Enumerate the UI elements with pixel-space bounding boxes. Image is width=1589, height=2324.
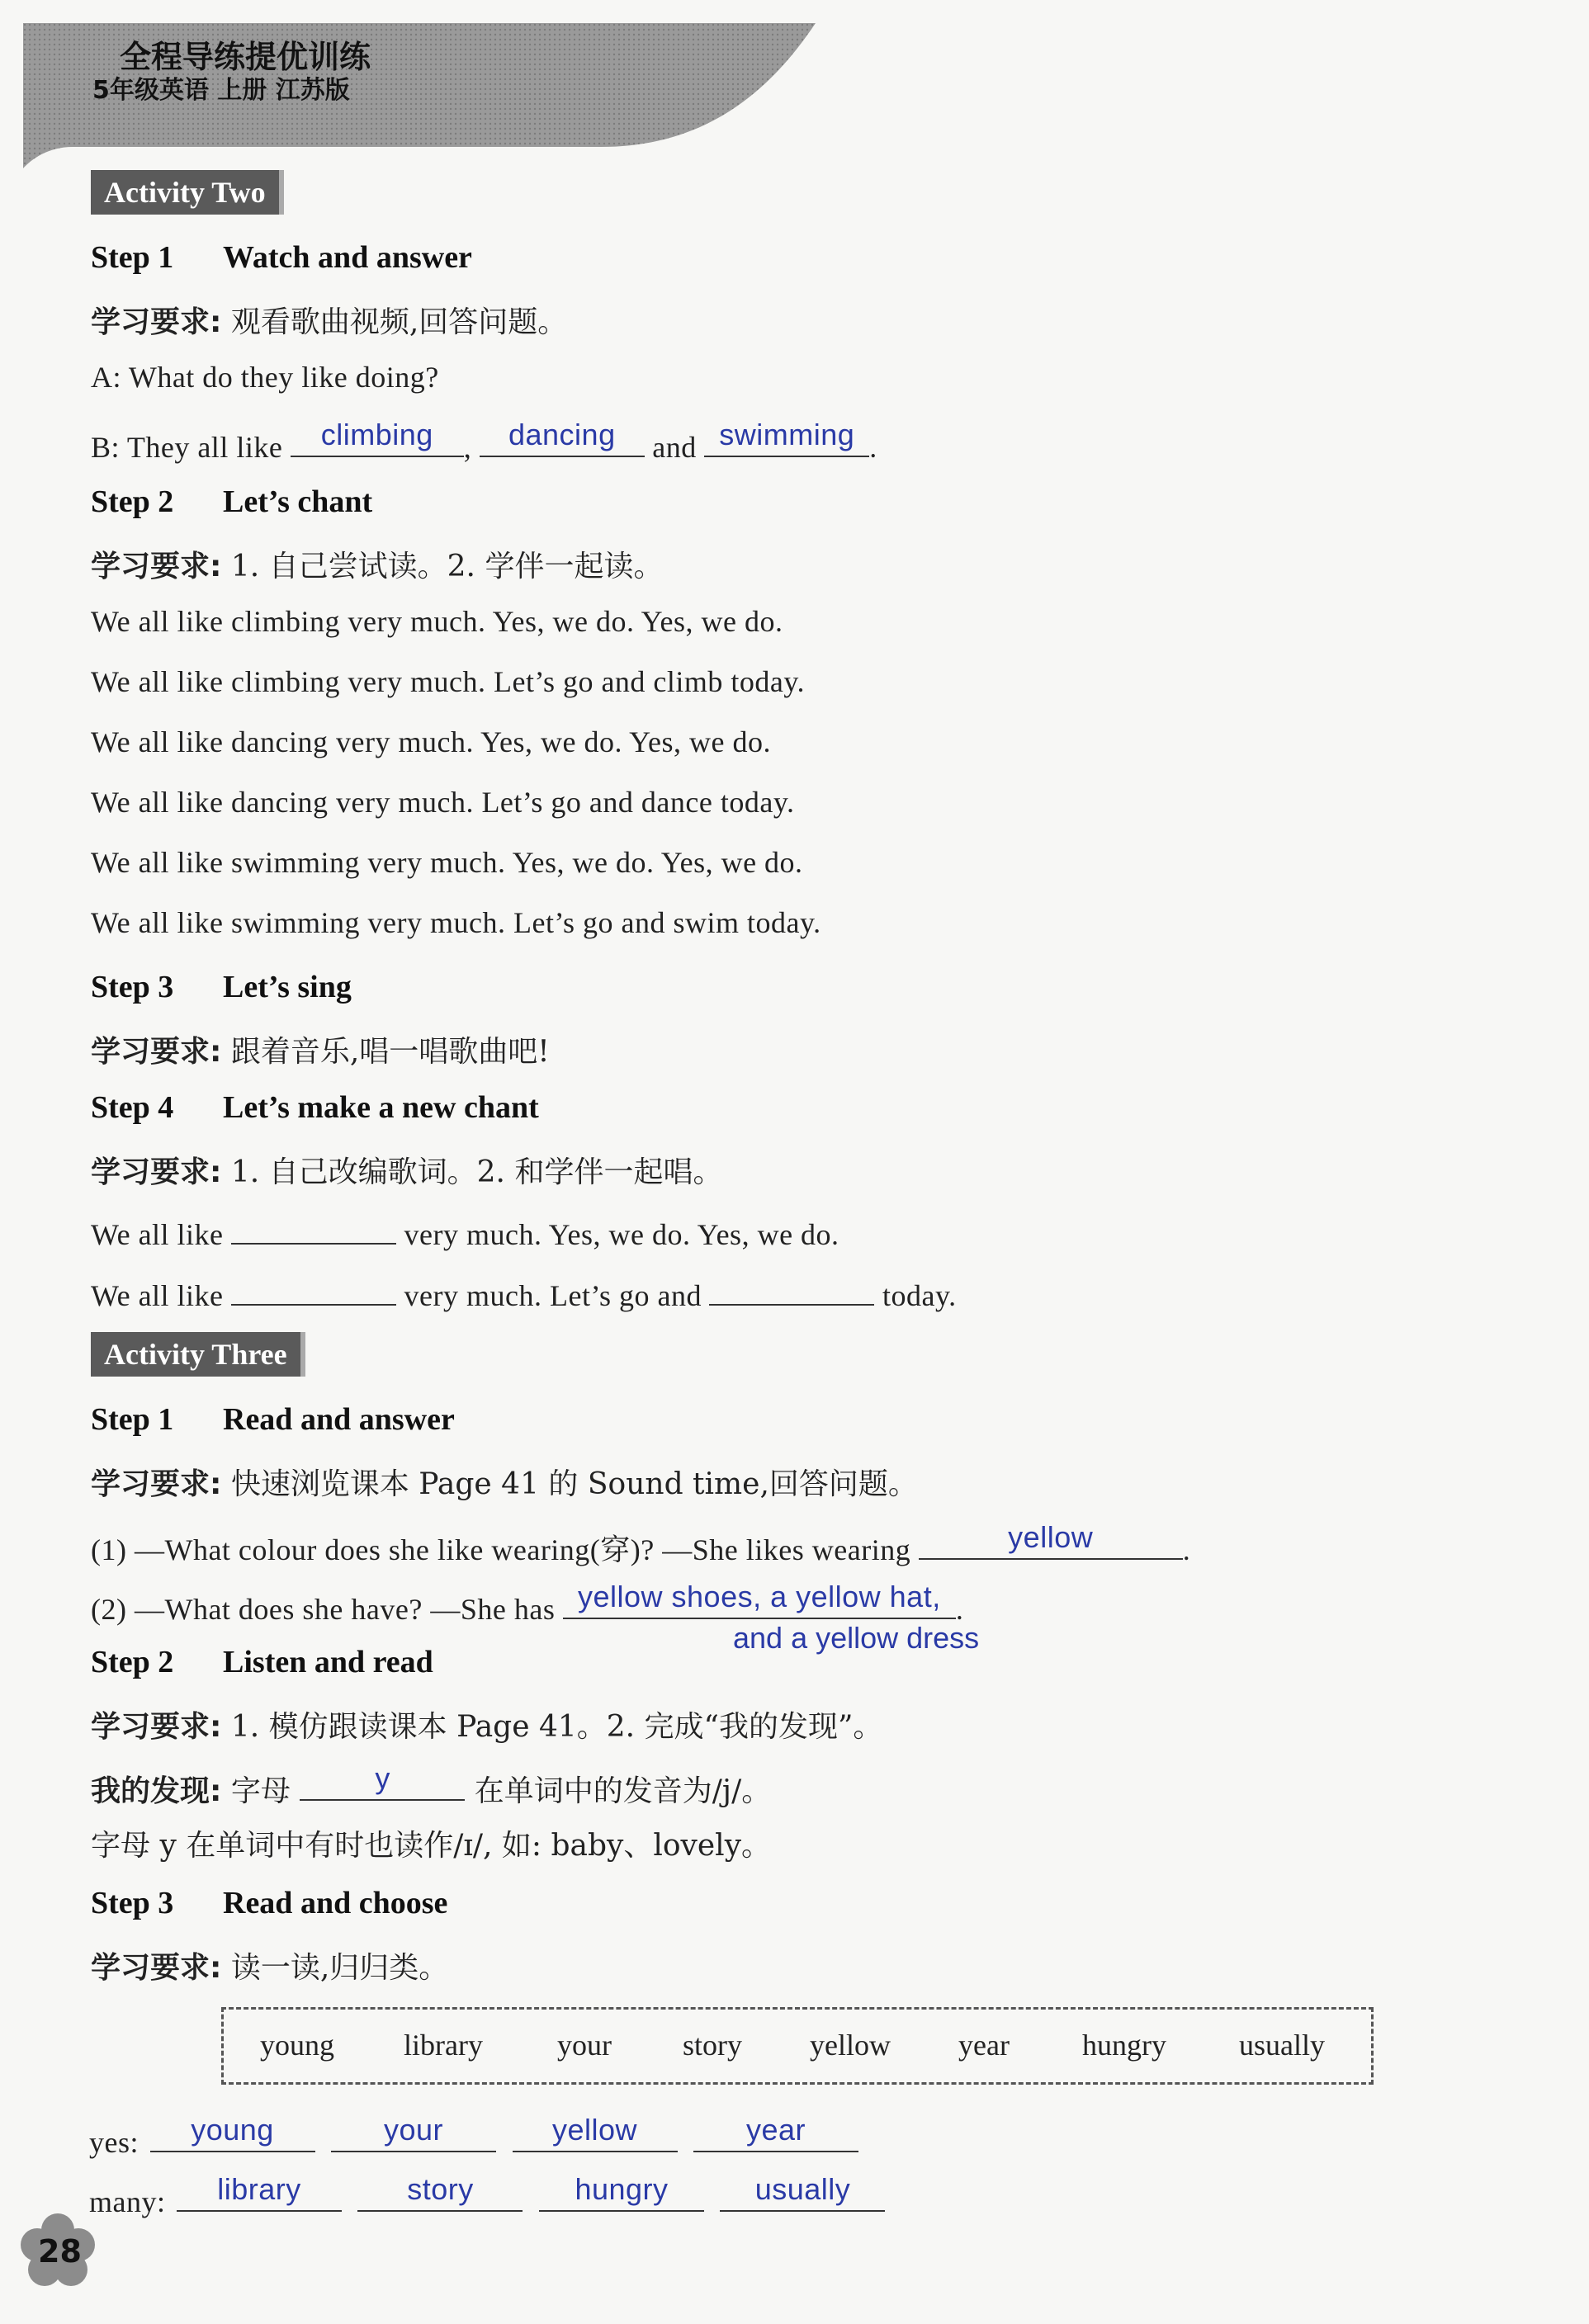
req-label: 学习要求: bbox=[91, 305, 222, 339]
a3-step3-requirement bbox=[91, 1944, 448, 1986]
a2-step3-heading bbox=[91, 969, 352, 1005]
line-text: We all like bbox=[91, 1279, 224, 1312]
step-title: Let’s sing bbox=[223, 970, 352, 1004]
chant-line: We all like dancing very much. Yes, we do. Yes, we do. bbox=[91, 725, 771, 758]
req-label: 学习要求: bbox=[91, 1467, 222, 1501]
req-text: 1. 自己尝试读。2. 学伴一起读。 bbox=[230, 550, 664, 583]
many-blank[interactable] bbox=[720, 2174, 885, 2212]
step-title: Listen and read bbox=[223, 1645, 433, 1679]
period: . bbox=[869, 431, 877, 464]
chant-line: We all like swimming very much. Let’s go and swim today. bbox=[91, 906, 821, 939]
finding-note: 字母 y 在单词中有时也读作/ɪ/, 如: baby、lovely。 bbox=[91, 1829, 772, 1863]
answer-letter: y bbox=[375, 1761, 390, 1795]
chant-line: We all like climbing very much. Yes, we do. Yes, we do. bbox=[91, 605, 783, 638]
line-text: very much. Yes, we do. Yes, we do. bbox=[404, 1218, 839, 1251]
req-label: 学习要求: bbox=[91, 1710, 222, 1744]
a3-step2-requirement bbox=[91, 1703, 882, 1745]
step-title: Read and answer bbox=[223, 1402, 455, 1437]
many-answer: usually bbox=[754, 2172, 851, 2206]
page-number: 28 bbox=[38, 2233, 82, 2270]
many-row bbox=[89, 2174, 885, 2219]
a2-step2-requirement bbox=[91, 543, 663, 585]
line-text: today. bbox=[882, 1279, 957, 1312]
a3-step2-heading bbox=[91, 1644, 433, 1680]
answer-3: swimming bbox=[719, 418, 855, 451]
answer-2: dancing bbox=[508, 418, 616, 451]
answer-q2-line2: and a yellow dress bbox=[733, 1621, 980, 1655]
req-text: 跟着音乐,唱一唱歌曲吧! bbox=[230, 1035, 550, 1069]
finding-text: 字母 bbox=[230, 1774, 291, 1808]
blank-letter[interactable] bbox=[300, 1763, 465, 1801]
chant-line: We all like climbing very much. Let’s go and climb today. bbox=[91, 665, 806, 698]
a3-step1-heading bbox=[91, 1401, 455, 1438]
line-text: We all like bbox=[91, 1218, 224, 1251]
req-label: 学习要求: bbox=[91, 550, 222, 583]
row-label: yes: bbox=[89, 2126, 139, 2159]
blank-activity-2[interactable] bbox=[231, 1271, 396, 1306]
step-number: Step 2 bbox=[91, 484, 174, 519]
answer-prefix: B: They all like bbox=[91, 431, 283, 464]
finding-label: 我的发现: bbox=[91, 1774, 222, 1808]
req-text: 读一读,归归类。 bbox=[230, 1951, 449, 1985]
blank-verb[interactable] bbox=[709, 1271, 874, 1306]
blank-q2[interactable] bbox=[563, 1581, 956, 1619]
chant-line: We all like swimming very much. Yes, we do. Yes, we do. bbox=[91, 846, 803, 879]
new-chant-line-1 bbox=[91, 1210, 839, 1252]
question-text: (1) —What colour does she like wearing(穿)? —She likes wearing bbox=[91, 1533, 911, 1566]
a2-step4-heading bbox=[91, 1089, 539, 1126]
period: . bbox=[1182, 1533, 1191, 1566]
row-label: many: bbox=[89, 2185, 166, 2218]
answer-q1: yellow bbox=[1008, 1520, 1094, 1554]
req-text: 快速浏览课本 Page 41 的 Sound time,回答问题。 bbox=[230, 1467, 918, 1501]
a2-step1-question: A: What do they like doing? bbox=[91, 361, 439, 394]
step-number: Step 1 bbox=[91, 240, 174, 275]
req-label: 学习要求: bbox=[91, 1035, 222, 1069]
word-item: story bbox=[683, 2029, 742, 2062]
word-box bbox=[221, 2007, 1374, 2085]
a2-step2-heading bbox=[91, 484, 372, 520]
blank-3[interactable] bbox=[704, 419, 869, 457]
step-number: Step 4 bbox=[91, 1090, 174, 1125]
step-number: Step 1 bbox=[91, 1402, 174, 1437]
req-text: 观看歌曲视频,回答问题。 bbox=[230, 305, 568, 339]
a2-step1-answer-line bbox=[91, 419, 877, 465]
yes-answer: young bbox=[191, 2113, 274, 2147]
yes-blank[interactable] bbox=[331, 2114, 496, 2152]
word-item: hungry bbox=[1082, 2029, 1166, 2062]
yes-blank[interactable] bbox=[693, 2114, 858, 2152]
many-answer: story bbox=[407, 2172, 474, 2206]
req-text: 1. 自己改编歌词。2. 和学伴一起唱。 bbox=[230, 1155, 723, 1189]
word-item: usually bbox=[1239, 2029, 1325, 2062]
req-label: 学习要求: bbox=[91, 1155, 222, 1189]
many-answer: hungry bbox=[575, 2172, 669, 2206]
req-label: 学习要求: bbox=[91, 1951, 222, 1985]
many-answer: library bbox=[217, 2172, 301, 2206]
my-finding bbox=[91, 1763, 771, 1810]
blank-1[interactable] bbox=[291, 419, 464, 457]
many-blank[interactable] bbox=[177, 2174, 342, 2212]
blank-activity-1[interactable] bbox=[231, 1210, 396, 1245]
word-item: year bbox=[958, 2029, 1010, 2062]
yes-blank[interactable] bbox=[150, 2114, 315, 2152]
many-blank[interactable] bbox=[357, 2174, 523, 2212]
step-title: Read and choose bbox=[223, 1886, 448, 1920]
book-title: 全程导练提优训练 bbox=[120, 39, 371, 75]
a3-q2 bbox=[91, 1581, 963, 1627]
word-item: young bbox=[260, 2029, 334, 2062]
a3-step1-requirement bbox=[91, 1461, 918, 1503]
comma: , bbox=[463, 431, 472, 464]
a2-step4-requirement bbox=[91, 1149, 722, 1191]
finding-text: 在单词中的发音为/j/。 bbox=[474, 1774, 772, 1808]
chant-line: We all like dancing very much. Let’s go and dance today. bbox=[91, 786, 795, 819]
a3-q1 bbox=[91, 1522, 1190, 1569]
yes-answer: year bbox=[745, 2113, 806, 2147]
answer-q2-line1: yellow shoes, a yellow hat, bbox=[577, 1580, 941, 1613]
step-number: Step 2 bbox=[91, 1645, 174, 1679]
new-chant-line-2 bbox=[91, 1271, 957, 1313]
a3-step3-heading bbox=[91, 1885, 447, 1921]
yes-answer: yellow bbox=[551, 2113, 638, 2147]
a2-step1-heading bbox=[91, 239, 472, 276]
step-number: Step 3 bbox=[91, 970, 174, 1004]
activity-three-tag: Activity Three bbox=[91, 1332, 305, 1377]
step-number: Step 3 bbox=[91, 1886, 174, 1920]
activity-two-tag: Activity Two bbox=[91, 170, 284, 215]
book-subtitle: 5年级英语 上册 江苏版 bbox=[92, 76, 350, 105]
step-title: Let’s chant bbox=[223, 484, 373, 519]
yes-row bbox=[89, 2114, 858, 2160]
yes-blank[interactable] bbox=[513, 2114, 678, 2152]
yes-answer: your bbox=[383, 2113, 444, 2147]
period: . bbox=[955, 1593, 964, 1626]
a2-step1-requirement bbox=[91, 299, 567, 341]
word-item: library bbox=[404, 2029, 483, 2062]
blank-2[interactable] bbox=[480, 419, 645, 457]
and-word: and bbox=[652, 431, 697, 464]
blank-q1[interactable] bbox=[919, 1522, 1183, 1560]
word-item: your bbox=[557, 2029, 612, 2062]
answer-1: climbing bbox=[320, 418, 433, 451]
word-item: yellow bbox=[810, 2029, 891, 2062]
a2-step3-requirement bbox=[91, 1028, 550, 1070]
line-text: very much. Let’s go and bbox=[404, 1279, 702, 1312]
req-text: 1. 模仿跟读课本 Page 41。2. 完成“我的发现”。 bbox=[230, 1710, 883, 1744]
question-text: (2) —What does she have? —She has bbox=[91, 1593, 556, 1626]
many-blank[interactable] bbox=[539, 2174, 704, 2212]
step-title: Let’s make a new chant bbox=[223, 1090, 539, 1125]
step-title: Watch and answer bbox=[223, 240, 472, 275]
